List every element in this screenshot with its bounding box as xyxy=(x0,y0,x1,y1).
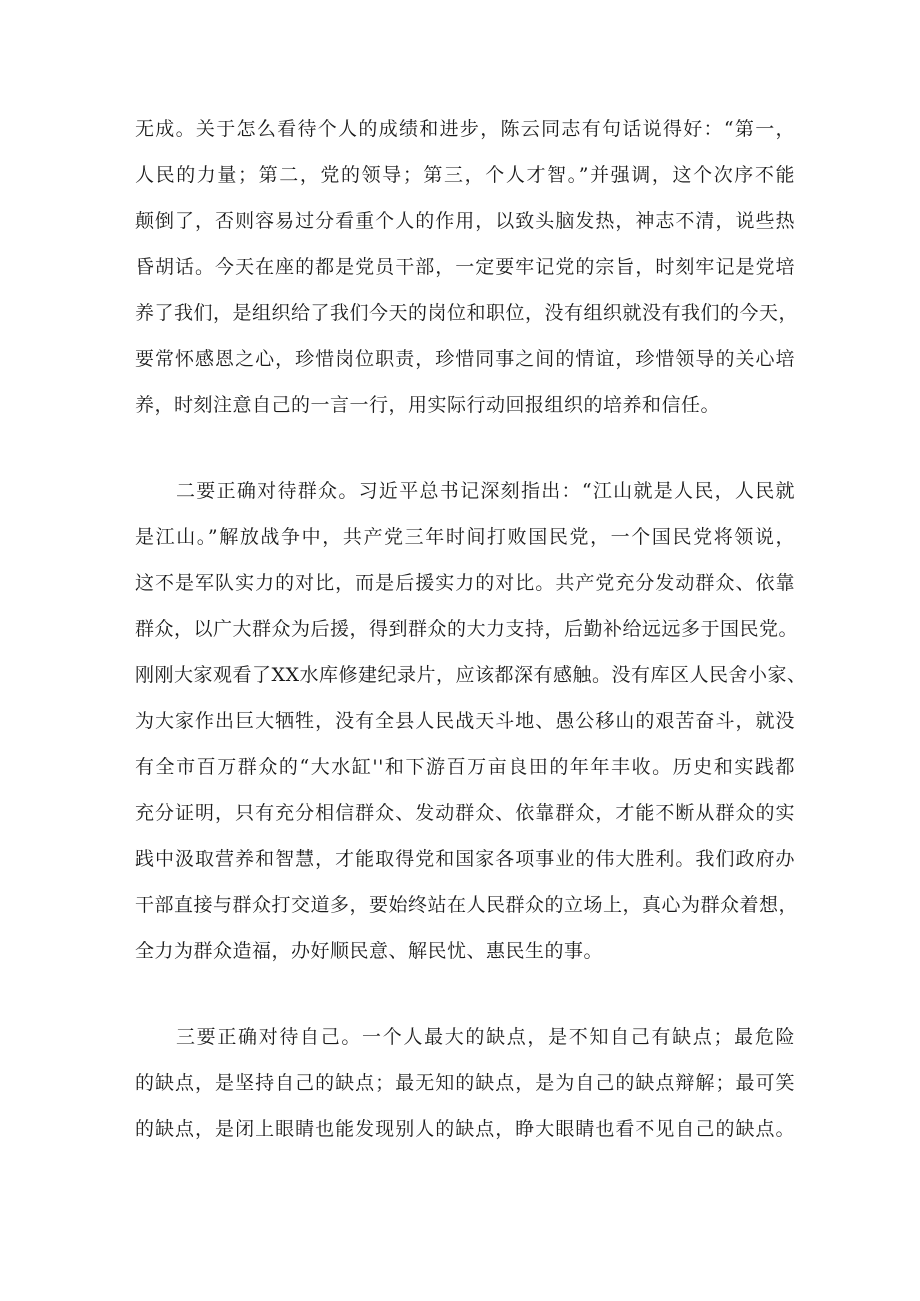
text-line: 是江山。”解放战争中，共产党三年时间打败国民党，一个国民党将领说， xyxy=(135,526,795,548)
text-line: 养了我们，是组织给了我们今天的岗位和职位，没有组织就没有我们的今天， xyxy=(135,302,799,324)
text-line: 充分证明，只有充分相信群众、发动群众、依靠群众，才能不断从群众的实 xyxy=(135,802,795,824)
paragraph-first-line: 二要正确对待群众。习近平总书记深刻指出：“江山就是人民，人民就 xyxy=(176,480,795,502)
text-line: 干部直接与群众打交道多，要始终站在人民群众的立场上，真心为群众着想， xyxy=(135,894,799,916)
text-line: 有全市百万群众的“大水缸''和下游百万亩良田的年年丰收。历史和实践都 xyxy=(135,756,795,778)
text-line: 的缺点，是坚持自己的缺点；最无知的缺点，是为自己的缺点辩解；最可笑 xyxy=(135,1072,795,1094)
text-line: 要常怀感恩之心，珍惜岗位职责，珍惜同事之间的情谊，珍惜领导的关心培 xyxy=(135,348,795,370)
text-line: 人民的力量；第二，党的领导；第三，个人才智。”并强调，这个次序不能 xyxy=(135,164,795,186)
text-line: 践中汲取营养和智慧，才能取得党和国家各项事业的伟大胜利。我们政府办 xyxy=(135,848,795,870)
text-line: 昏胡话。今天在座的都是党员干部，一定要牢记党的宗旨，时刻牢记是党培 xyxy=(135,256,795,278)
text-line: 养，时刻注意自己的一言一行，用实际行动回报组织的培养和信任。 xyxy=(135,394,721,416)
text-line: 群众，以广大群众为后援，得到群众的大力支持，后勤补给远远多于国民党。 xyxy=(135,618,799,640)
paragraph-first-line: 三要正确对待自己。一个人最大的缺点，是不知自己有缺点；最危险 xyxy=(176,1026,795,1048)
text-line: 这不是军队实力的对比，而是后援实力的对比。共产党充分发动群众、依靠 xyxy=(135,572,795,594)
text-line: 的缺点，是闭上眼睛也能发现别人的缺点，睁大眼睛也看不见自己的缺点。 xyxy=(135,1118,795,1140)
text-line: 刚刚大家观看了XX水库修建纪录片，应该都深有感触。没有库区人民舍小家、 xyxy=(135,664,807,686)
text-line: 无成。关于怎么看待个人的成绩和进步，陈云同志有句话说得好：“第一， xyxy=(135,118,795,140)
text-line: 全力为群众造福，办好顺民意、解民忧、惠民生的事。 xyxy=(135,940,604,962)
text-line: 颠倒了，否则容易过分看重个人的作用，以致头脑发热，神志不清，说些热 xyxy=(135,210,795,232)
text-line: 为大家作出巨大牺牲，没有全县人民战天斗地、愚公移山的艰苦奋斗，就没 xyxy=(135,710,795,732)
